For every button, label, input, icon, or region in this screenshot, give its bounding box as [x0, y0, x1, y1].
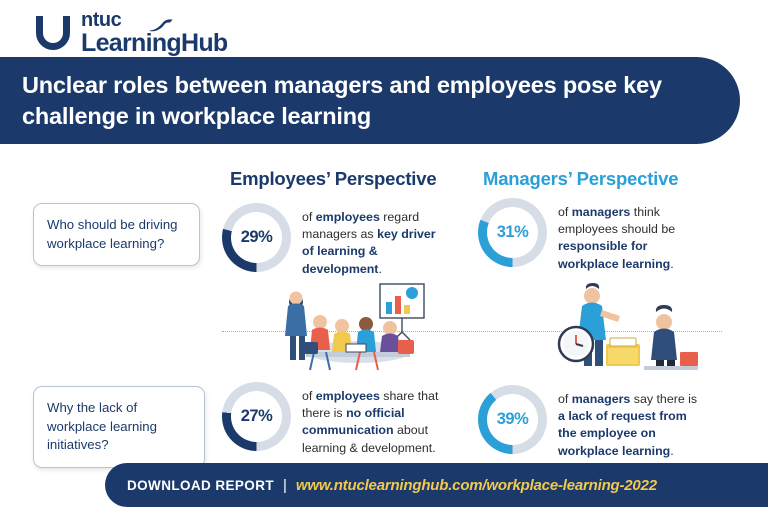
stat-employees-driver — [222, 203, 437, 278]
brand-logo — [34, 10, 227, 56]
footer-separator: | — [283, 476, 287, 494]
stat-employees-no-communication — [222, 382, 442, 457]
donut-percent-label: 39% — [496, 410, 529, 428]
stat-description-1: of employees regard managers as key driver of learning & development. — [302, 210, 436, 276]
illustration-team-meeting — [262, 282, 452, 378]
report-url-link[interactable]: www.ntuclearninghub.com/workplace-learning-2022 — [295, 476, 657, 494]
donut-chart-29 — [222, 203, 291, 272]
ntuc-logo-icon — [34, 12, 74, 54]
stat-description-2: of managers think employees should be responsible for workplace learning. — [558, 205, 676, 271]
donut-percent-label: 27% — [240, 407, 273, 425]
question-box-1: Who should be driving workplace learning? — [33, 203, 200, 266]
download-report-label: DOWNLOAD REPORT — [127, 477, 274, 493]
question-box-2: Why the lack of workplace learning initiatives? — [33, 386, 205, 468]
logo-ntuc-text: ntuc — [81, 9, 122, 31]
footer-cta-bar[interactable] — [105, 463, 768, 507]
stat-description-4: of managers say there is a lack of request from the employee on workplace learning. — [558, 392, 698, 458]
donut-chart-27 — [222, 382, 291, 451]
stat-description-3: of employees share that there is no official communication about learning & development. — [302, 389, 439, 455]
column-header-employees: Employees’ Perspective — [230, 168, 437, 189]
column-header-managers: Managers’ Perspective — [483, 168, 679, 189]
page-title: Unclear roles between managers and employees pose key challenge in workplace learning — [22, 72, 662, 129]
donut-percent-label: 31% — [496, 223, 529, 241]
donut-chart-31 — [478, 198, 547, 267]
illustration-manager-tasks — [548, 282, 713, 378]
logo-learninghub-text: LearningHub — [81, 29, 228, 57]
stat-managers-responsible — [478, 198, 703, 273]
donut-percent-label: 29% — [240, 228, 273, 246]
swoosh-icon — [149, 18, 175, 32]
donut-chart-39 — [478, 385, 547, 454]
headline-banner — [0, 57, 740, 144]
logo-wordmark — [81, 10, 227, 56]
stat-managers-lack-of-request — [478, 385, 703, 460]
